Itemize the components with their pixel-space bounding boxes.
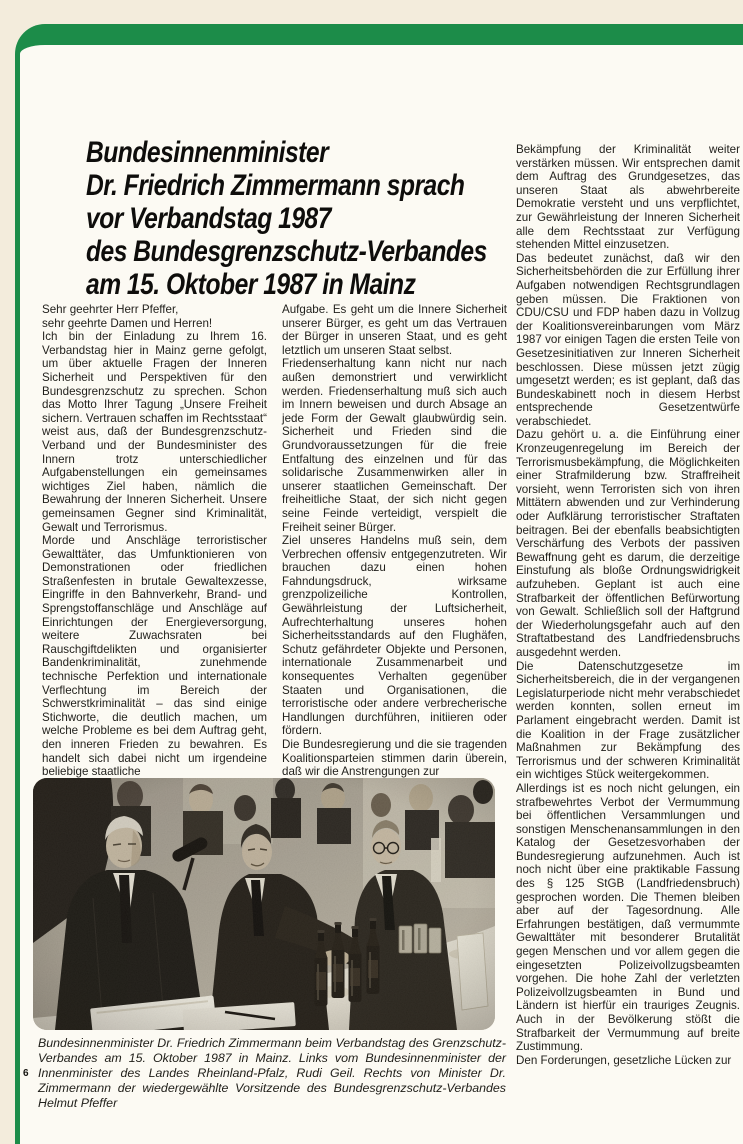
text-column-3 (516, 143, 740, 1067)
paragraph: Morde und Anschläge terroristischer Gewalttäter, das Umfunktionieren von Demonstrationen oder friedlichen Straßenfesten in brutale Gewaltexzesse, Eingriffe in den Bahnverkehr, Brand- und Sprengstoffanschläge und Anschläge auf Einrichtungen der Energieversorgung, weitere Zuwachsraten bei Rauschgiftdelikten und organisierter Bandenkriminalität, zunehmende technische Perfektion und internationale Verflechtung im Bereich der Schwerstkriminalität – das sind einige Stichworte, die deutlich machen, um welche Probleme es bei dem Auftrag geht, den inneren Frieden zu bewahren. Es handelt sich dabei nicht um irgendeine beliebige staatliche (42, 534, 267, 779)
paragraph: Den Forderungen, gesetzliche Lücken zur (516, 1053, 732, 1067)
paragraph: Sehr geehrter Herr Pfeffer, (42, 303, 179, 316)
paragraph: Bundesinnenminister (86, 136, 329, 169)
paragraph: am 15. Oktober 1987 in Mainz (86, 268, 416, 301)
paragraph: Friedenserhaltung kann nicht nur nach außen demonstriert und verwirklicht werden. Friedenserhaltung muß sich auch im Innern beweisen und durch Absage an jede Form der Gewalt glaubwürdig sein. Sicherheit und Frieden sind die Grundvoraussetzungen für die freie Entfaltung des einzelnen und für das solidarische Zusammenwirken aller in unserer staatlichen Gemeinschaft. Der freiheitliche Staat, der sich nicht gegen seine Feinde verteidigt, verspielt die Freiheit seiner Bürger. (282, 357, 507, 534)
text-column-2 (282, 303, 507, 779)
conference-photo-illustration (33, 778, 495, 1030)
paragraph: Ich bin der Einladung zu Ihrem 16. Verbandstag hier in Mainz gerne gefolgt, um über aktuelle Fragen der Inneren Sicherheit und Perspektiven für den Bundesgrenzschutz zu sprechen. Schon das Motto Ihrer Tagung „Unsere Freiheit sichern. Vertrauen schaffen im Rechtsstaat“ weist aus, daß der Bundesgrenzschutz-Verband und der Bundesminister des Innern trotz unterschiedlicher Aufgabenstellungen ein gemeinsames wichtiges Ziel haben, nämlich die Bewahrung der Inneren Sicherheit. Unsere gemeinsamen Gegner sind Kriminalität, Gewalt und Terrorismus. (42, 330, 267, 534)
page-number: 6 (23, 1068, 29, 1079)
paragraph: Bekämpfung der Kriminalität weiter verstärken müssen. Wir entsprechen damit dem Auftrag des Grundgesetzes, das unseren Staat als abwehrbereite Demokratie versteht und uns verpflichtet, zur Gewährleistung der Inneren Sicherheit alle dem Rechtsstaat zur Verfügung stehenden Mittel einzusetzen. (516, 143, 740, 252)
paragraph: Aufgabe. Es geht um die Innere Sicherheit unserer Bürger, es geht um das Vertrauen der Bürger in unseren Staat, und es geht letztlich um unseren Staat selbst. (282, 303, 507, 357)
paragraph: vor Verbandstag 1987 (86, 202, 331, 235)
paragraph: Die Bundesregierung und die sie tragenden Koalitionsparteien stimmen darin überein, daß wir die Anstrengungen zur (282, 738, 507, 779)
paragraph: des Bundesgrenzschutz-Verbandes (86, 235, 487, 268)
article-title (86, 136, 545, 301)
text-column-1 (42, 303, 267, 779)
paragraph: Allerdings ist es noch nicht gelungen, ein strafbewehrtes Verbot der Vermummung bei öffentlichen Versammlungen und sonstigen Menschenansammlungen in den Katalog der Gesetzesvorhaben der Bundesregierung aufzunehmen. Auch ist noch nicht über eine praktikable Fassung des § 125 StGB (Landfriedensbruch) gesprochen worden. Die Themen bleiben aber auf der Tagesordnung. Alle Erfahrungen bestätigen, daß vermummte Gewalttäter mit besonderer Brutalität gegen Menschen und vor allem gegen die eingesetzten Polizeivollzugsbeamten vorgehen. Die hohe Zahl der verletzten Polizeivollzugsbeamten in Bund und Ländern ist hierfür ein trauriges Zeugnis. Auch in der Bevölkerung stößt die Strafbarkeit der Vermummung auf breite Zustimmung. (516, 781, 740, 1054)
photo-caption: Bundesinnenminister Dr. Friedrich Zimmermann beim Verbandstag des Grenzschutz-Verbandes am 15. Oktober 1987 in Mainz. Links vom Bundesinnenminister der Innenminister des Landes Rheinland-Pfalz, Rudi Geil. Rechts von Minister Dr. Zimmermann der wiedergewählte Vorsitzende des Bundesgrenzschutz-Verbandes Helmut Pfeffer (38, 1036, 506, 1110)
paragraph: Die Datenschutzgesetze im Sicherheitsbereich, die in der vergangenen Legislaturperiode nicht mehr verabschiedet werden konnten, sollen erneut im Parlament eingebracht werden. Damit ist die Koalition in der Frage zusätzlicher Maßnahmen zur Bekämpfung des Terrorismus und der schweren Kriminalität ein wichtiges Stück weitergekommen. (516, 659, 740, 782)
paragraph: Dazu gehört u. a. die Einführung einer Kronzeugenregelung im Bereich der Terrorismusbekämpfung, die Möglichkeiten einer Strafmilderung bzw. Straffreiheit vorsieht, wenn Terroristen sich von ihren Mittätern abwenden und zur Verhinderung oder Aufklärung terroristischer Straftaten beitragen. Bei der ebenfalls beabsichtigten Verschärfung des Verbots der passiven Bewaffnung geht es darum, die derzeitige Einstufung als bloße Ordnungswidrigkeit aufzuheben. Geplant ist auch eine Strafbarkeit der öffentlichen Befürwortung von Gewalt. Schließlich soll der Haftgrund der Wiederholungsgefahr auch auf den Straftatbestand des Landfriedensbruchs ausgedehnt werden. (516, 428, 740, 659)
paragraph: Ziel unseres Handelns muß sein, dem Verbrechen offensiv entgegenzutreten. Wir brauchen dazu einen hohen Fahndungsdruck, wirksame grenzpolizeiliche Kontrollen, Gewährleistung der Luftsicherheit, Aufrechterhaltung unseres hohen Sicherheitsstandards auf den Flughäfen, Schutz gefährdeter Objekte und Personen, internationale Zusammenarbeit und konsequentes Verhalten gegenüber Staaten und Organisationen, die terroristische oder andere verbrecherische Handlungen durchführen, initiieren oder fördern. (282, 534, 507, 738)
paragraph: Das bedeutet zunächst, daß wir den Sicherheitsbehörden die zur Erfüllung ihrer Aufgaben notwendigen Rechtsgrundlagen geben müssen. Die Fraktionen von CDU/CSU und FDP haben dazu in Vollzug der Koalitionsvereinbarungen vom März 1987 vor einigen Tagen die ersten Teile von Gesetzesinitiativen zur Inneren Sicherheit beschlossen. Diese müssen jetzt zügig umgesetzt werden; es ist geplant, daß das Bundeskabinett noch in diesem Herbst entsprechende Gesetzentwürfe verabschiedet. (516, 251, 740, 428)
paragraph: sehr geehrte Damen und Herren! (42, 316, 213, 330)
conference-photo (33, 778, 495, 1030)
paragraph: Dr. Friedrich Zimmermann sprach (86, 169, 465, 202)
